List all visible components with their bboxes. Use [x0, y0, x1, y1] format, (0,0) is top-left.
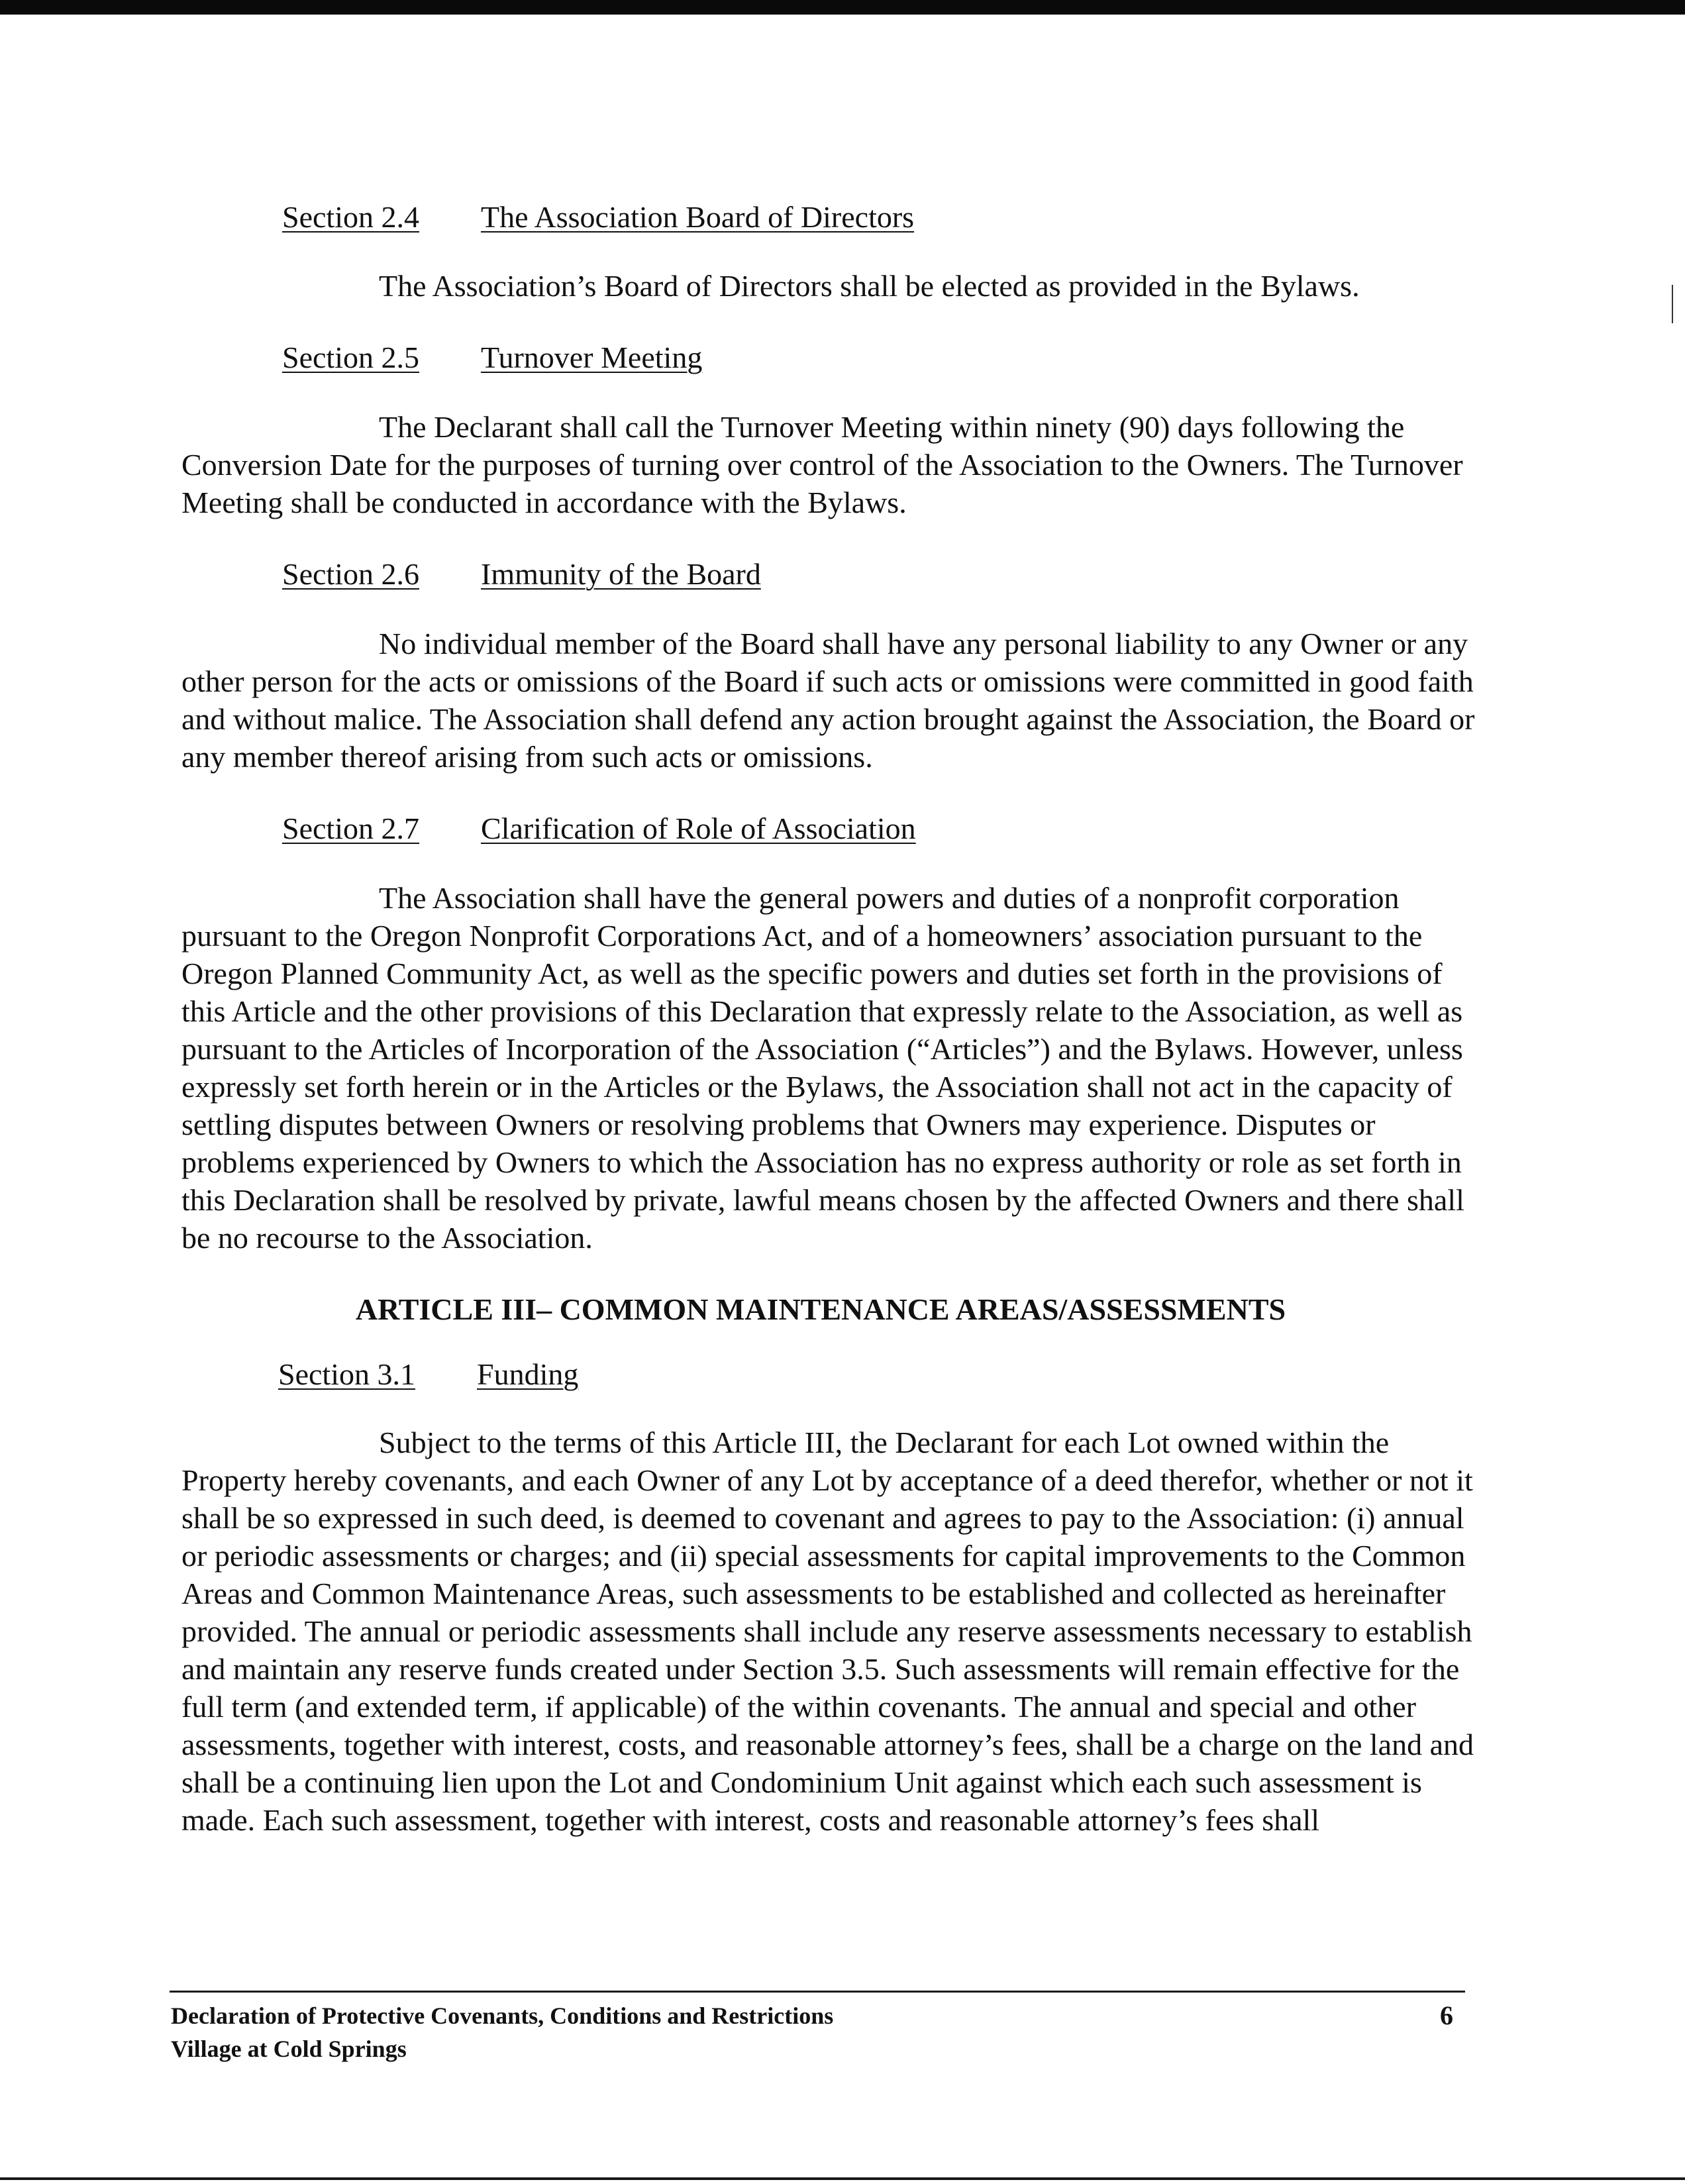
section-body: The Association shall have the general powers and duties of a nonprofit corporation pursuant to the Oregon Nonprofit Corporations Act, and of a homeowners’ association pursuant to the Oregon Planned Community Act, as well as the specific powers and duties set forth in the provisions of this Article and the other provisions of this Declaration that expressly relate to the Association, as well as pursuant to the Articles of Incorporation of the Association (“Articles”) and the Bylaws. However, unless expressly set forth herein or in the Articles or the Bylaws, the Association shall not act in the capacity of settling disputes between Owners or resolving problems that Owners may experience. Disputes or problems experienced by Owners to which the Association has no express authority or role as set forth in this Declaration shall be resolved by private, lawful means chosen by the affected Owners and there shall be no recourse to the Association.	[181, 881, 1464, 1255]
footer-divider	[170, 1991, 1465, 1993]
section-body: No individual member of the Board shall have any personal liability to any Owner or any other person for the acts or omissions of the Board if such acts or omissions were committed in good faith and without malice. The Association shall defend any action brought against the Association, the Board or any member thereof arising from such acts or omissions.	[181, 627, 1475, 774]
article-heading: ARTICLE III– COMMON MAINTENANCE AREAS/ASSESSMENTS	[355, 1292, 1286, 1326]
section-title: Funding	[477, 1357, 579, 1391]
section-number: Section 2.6	[282, 557, 419, 591]
section-number: Section 2.5	[282, 340, 419, 374]
section-body: The Association’s Board of Directors shall be elected as provided in the Bylaws.	[379, 269, 1360, 303]
section-title: Clarification of Role of Association	[481, 811, 916, 845]
section-number: Section 2.4	[282, 200, 419, 234]
section-body: Subject to the terms of this Article III, the Declarant for each Lot owned within the Property hereby covenants, and each Owner of any Lot by acceptance of a deed therefor, whether or not it shall be so expressed in such deed, is deemed to covenant and agrees to pay to the Association: (i) annual or periodic assessments or charges; and (ii) special assessments for capital improvements to the Common Areas and Common Maintenance Areas, such assessments to be established and collected as hereinafter provided. The annual or periodic assessments shall include any reserve assessments necessary to establish and maintain any reserve funds created under Section 3.5. Such assessments will remain effective for the full term (and extended term, if applicable) of the within covenants. The annual and special and other assessments, together with interest, costs, and reasonable attorney’s fees, shall be a charge on the land and shall be a continuing lien upon the Lot and Condominium Unit against which each such assessment is made. Each such assessment, together with interest, costs and reasonable attorney’s fees shall	[181, 1426, 1474, 1837]
page-number: 6	[1440, 2001, 1453, 2030]
section-title: Immunity of the Board	[481, 557, 761, 591]
section-heading	[282, 810, 1480, 847]
page-footer	[171, 1999, 1462, 2065]
section-heading	[282, 199, 1480, 236]
footer-document-title: Declaration of Protective Covenants, Conditions and Restrictions	[171, 2002, 834, 2029]
scan-margin-mark	[1672, 285, 1673, 323]
section-heading	[278, 1356, 1480, 1393]
section-number: Section 2.7	[282, 811, 419, 845]
section-body: The Declarant shall call the Turnover Meeting within ninety (90) days following the Conversion Date for the purposes of turning over control of the Association to the Owners. The Turnover Meeting shall be conducted in accordance with the Bylaws.	[181, 410, 1463, 519]
section-title: Turnover Meeting	[481, 340, 703, 374]
scan-top-border	[0, 0, 1685, 15]
section-number: Section 3.1	[278, 1357, 415, 1391]
scan-bottom-border	[0, 2177, 1685, 2180]
section-heading	[282, 339, 1480, 376]
footer-project-name: Village at Cold Springs	[171, 2036, 407, 2062]
section-title: The Association Board of Directors	[481, 200, 915, 234]
document-page	[181, 199, 1480, 1839]
section-heading	[282, 556, 1480, 593]
